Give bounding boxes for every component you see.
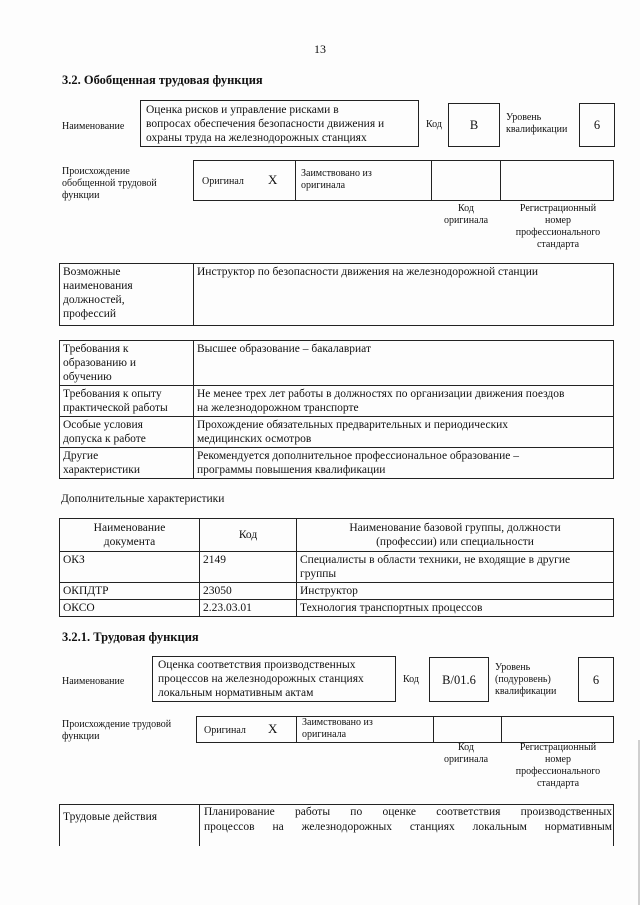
divider bbox=[199, 805, 200, 846]
cell-line: (профессии) или специальности bbox=[376, 536, 534, 548]
cell-document: ОКЗ bbox=[60, 552, 200, 583]
labor-actions-table bbox=[59, 804, 614, 846]
borrowed-label bbox=[302, 717, 373, 741]
cell-line: медицинских осмотров bbox=[197, 433, 312, 445]
caption-line: Код bbox=[458, 742, 474, 753]
original-label: Оригинал bbox=[204, 725, 246, 736]
cell-line: Высшее образование – бакалавриат bbox=[197, 343, 371, 355]
divider bbox=[296, 717, 297, 742]
origin-box bbox=[196, 716, 614, 743]
caption-line: профессионального bbox=[515, 227, 601, 238]
section-heading-function: 3.2.1. Трудовая функция bbox=[62, 630, 199, 644]
divider bbox=[433, 717, 434, 742]
cell-line: на железнодорожном транспорте bbox=[197, 402, 359, 414]
divider bbox=[431, 161, 432, 200]
borrowed-label-line: Заимствовано из bbox=[302, 717, 373, 728]
level-label-line: Уровень bbox=[495, 662, 531, 673]
cell-line: допуска к работе bbox=[63, 433, 146, 445]
table-header-row bbox=[60, 519, 614, 552]
cell-line: практической работы bbox=[63, 402, 168, 414]
cell-line: Прохождение обязательных предварительных и периодических bbox=[197, 419, 509, 431]
cell-line: Рекомендуется дополнительное профессиональное образование – bbox=[197, 450, 520, 462]
divider bbox=[501, 717, 502, 742]
level-label bbox=[495, 662, 556, 698]
cell-line: Наименование базовой группы, должности bbox=[349, 522, 561, 534]
name-line: локальным нормативным актам bbox=[158, 687, 314, 699]
cell-group-name: Технология транспортных процессов bbox=[297, 600, 614, 617]
requirement-label bbox=[60, 341, 194, 386]
cell-code: 2.23.03.01 bbox=[200, 600, 297, 617]
cell-group-name: Инструктор bbox=[297, 583, 614, 600]
table-row bbox=[60, 448, 614, 479]
requirement-label bbox=[60, 386, 194, 417]
table-row bbox=[60, 386, 614, 417]
table-row bbox=[60, 417, 614, 448]
positions-table bbox=[59, 263, 614, 326]
cell-line: Планирование работы по оценке соответствия производственных bbox=[204, 806, 612, 818]
divider bbox=[295, 161, 296, 200]
cell-line: Специалисты в области техники, не входящие в другие bbox=[300, 554, 571, 566]
table-row bbox=[60, 264, 614, 326]
cell-line: образованию и bbox=[63, 357, 136, 369]
requirement-value bbox=[194, 448, 614, 479]
cell-line: Не менее трех лет работы в должностях по организации движения поездов bbox=[197, 388, 565, 400]
original-mark: X bbox=[268, 172, 278, 187]
name-line: Оценка соответствия производственных bbox=[158, 659, 356, 671]
labor-function-name bbox=[152, 656, 396, 702]
original-mark: X bbox=[268, 721, 278, 736]
additional-heading: Дополнительные характеристики bbox=[61, 493, 225, 505]
caption-line: Регистрационный bbox=[519, 203, 597, 214]
cell-code: 2149 bbox=[200, 552, 297, 583]
cell-line: Особые условия bbox=[63, 419, 143, 431]
origin-label-line: обобщенной трудовой bbox=[62, 178, 157, 189]
caption-line: оригинала bbox=[443, 754, 489, 765]
requirement-value bbox=[194, 386, 614, 417]
cell-line: Требования к опыту bbox=[63, 388, 162, 400]
level-label-line: Уровень bbox=[506, 112, 542, 123]
cell-line: характеристики bbox=[63, 464, 141, 476]
table-row bbox=[60, 583, 614, 600]
name-line: Оценка рисков и управление рисками в bbox=[146, 104, 339, 116]
code-value: B bbox=[448, 103, 500, 147]
cell-line: Наименование bbox=[93, 522, 166, 534]
borrowed-label-line: оригинала bbox=[301, 180, 346, 191]
cell-line: должностей, bbox=[63, 294, 125, 306]
cell-line: Другие bbox=[63, 450, 99, 462]
cell-code: 23050 bbox=[200, 583, 297, 600]
origin-label-line: функции bbox=[62, 190, 100, 201]
origin-label bbox=[62, 719, 171, 743]
cell-group-name bbox=[297, 552, 614, 583]
caption-line: оригинала bbox=[443, 215, 489, 226]
labor-actions-value bbox=[204, 805, 612, 835]
table-row bbox=[60, 341, 614, 386]
code-label: Код bbox=[403, 674, 419, 685]
col-header-document bbox=[60, 519, 200, 552]
reg-number-caption bbox=[502, 203, 614, 251]
col-header-group bbox=[297, 519, 614, 552]
cell-line: наименования bbox=[63, 280, 133, 292]
additional-table bbox=[59, 518, 614, 617]
requirement-label bbox=[60, 448, 194, 479]
borrowed-label bbox=[301, 168, 372, 192]
name-label: Наименование bbox=[62, 121, 125, 132]
level-label-line: квалификации bbox=[506, 124, 568, 135]
generalized-function-name bbox=[140, 100, 419, 147]
cell-line: программы повышения квалификации bbox=[197, 464, 386, 476]
code-original-caption bbox=[430, 203, 502, 227]
level-label-line: квалификации bbox=[495, 686, 557, 697]
original-label: Оригинал bbox=[202, 176, 244, 187]
reg-number-caption bbox=[502, 742, 614, 790]
origin-label-line: функции bbox=[62, 731, 100, 742]
col-header-code: Код bbox=[200, 519, 297, 552]
cell-line: группы bbox=[300, 568, 337, 580]
level-value: 6 bbox=[579, 103, 615, 147]
requirement-value bbox=[194, 341, 614, 386]
cell-line: обучению bbox=[63, 371, 112, 383]
level-label bbox=[506, 112, 567, 136]
origin-label-line: Происхождение трудовой bbox=[62, 719, 172, 730]
name-line: процессов на железнодорожных станциях bbox=[158, 673, 364, 685]
cell-line: документа bbox=[103, 536, 156, 548]
caption-line: Регистрационный bbox=[519, 742, 597, 753]
code-label: Код bbox=[426, 119, 442, 130]
positions-label bbox=[60, 264, 194, 326]
cell-line: Возможные bbox=[63, 266, 121, 278]
name-line: охраны труда на железнодорожных станциях bbox=[146, 132, 367, 144]
table-row bbox=[60, 600, 614, 617]
cell-document: ОКПДТР bbox=[60, 583, 200, 600]
section-heading-generalized: 3.2. Обобщенная трудовая функция bbox=[62, 73, 263, 87]
cell-line: профессий bbox=[63, 308, 117, 320]
cell-line: процессов на железнодорожных станциях локальным нормативным bbox=[204, 821, 612, 833]
page-number: 13 bbox=[314, 42, 326, 56]
requirement-label bbox=[60, 417, 194, 448]
origin-box bbox=[193, 160, 614, 201]
origin-label-line: Происхождение bbox=[62, 166, 130, 177]
code-value: B/01.6 bbox=[429, 657, 489, 702]
labor-actions-label: Трудовые действия bbox=[63, 811, 158, 823]
name-label: Наименование bbox=[62, 676, 125, 687]
cell-line: Требования к bbox=[63, 343, 129, 355]
table-row bbox=[60, 552, 614, 583]
level-label-line: (подуровень) bbox=[495, 674, 551, 685]
origin-label bbox=[62, 166, 157, 202]
cell-document: ОКСО bbox=[60, 600, 200, 617]
caption-line: номер bbox=[545, 215, 571, 226]
borrowed-label-line: оригинала bbox=[302, 729, 347, 740]
caption-line: стандарта bbox=[536, 239, 580, 250]
positions-value: Инструктор по безопасности движения на железнодорожной станции bbox=[194, 264, 614, 326]
caption-line: стандарта bbox=[536, 778, 580, 789]
code-original-caption bbox=[432, 742, 500, 766]
caption-line: Код bbox=[458, 203, 474, 214]
requirement-value bbox=[194, 417, 614, 448]
level-value: 6 bbox=[578, 657, 614, 702]
borrowed-label-line: Заимствовано из bbox=[301, 168, 372, 179]
requirements-table bbox=[59, 340, 614, 479]
name-line: вопросах обеспечения безопасности движения и bbox=[146, 118, 385, 130]
caption-line: профессионального bbox=[515, 766, 601, 777]
caption-line: номер bbox=[545, 754, 571, 765]
divider bbox=[500, 161, 501, 200]
